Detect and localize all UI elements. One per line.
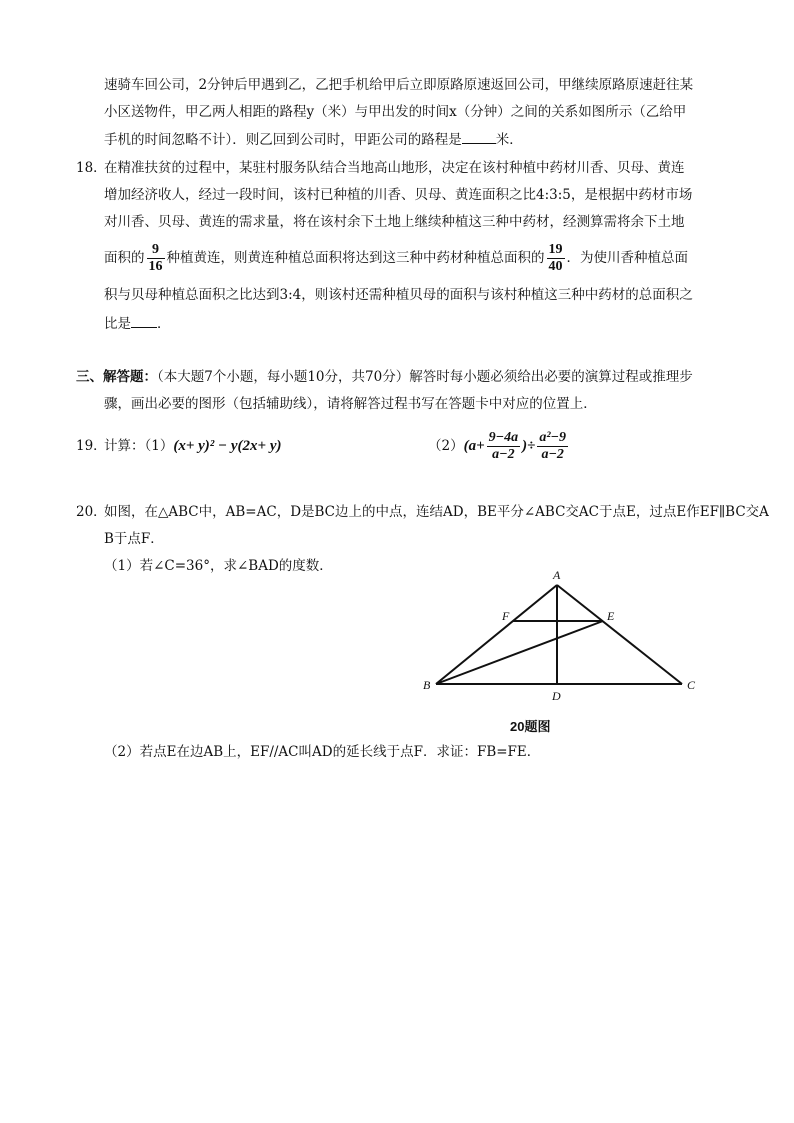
label-D: D [552,689,561,703]
fraction-9-16 [147,242,165,275]
p18-line6-end: ． [157,316,171,332]
p18-line6-text: 比是 [104,316,131,332]
triangle-figure [415,560,715,740]
answer-blank [131,313,157,328]
fraction-a2-9-over-a-2 [537,430,568,463]
segment-BE [436,621,603,684]
fraction-numerator: 19 [548,242,563,257]
p20-line2: B于点F． [104,531,164,547]
label-A: A [553,568,561,582]
answer-blank [462,129,496,144]
p20-line1: 如图，在△ABC中，AB=AC，D是BC边上的中点，连结AD，BE平分∠ABC交AC于点E，过点E作EF∥BC交A [104,504,769,520]
p19-part1 [104,436,281,456]
p17-line3 [104,129,523,150]
p17-line3-end: 米． [495,132,523,148]
p20-question-2: （2）若点E在边AB上，EF//AC叫AD的延长线于点F．求证：FB=FE． [104,744,541,760]
p17-line2: 小区送物件，甲乙两人相距的路程y（米）与甲出发的时间x（分钟）之间的关系如图所示（乙给甲 [104,104,687,120]
p18-line3: 对川香、贝母、黄连的需求量，将在该村余下土地上继续种植这三种中药材，经测算需将余下土地 [104,214,685,230]
fraction-denominator: 16 [148,259,163,274]
p20-number: 20． [76,504,107,520]
fraction-9-4a-over-a-2 [487,430,520,463]
label-F: F [502,609,510,623]
p18-line4-text-c: ．为使川香种植总面 [566,250,688,266]
label-C: C [687,678,696,692]
p18-line4-text-b: 种植黄连，则黄连种植总面积将达到这三种中药材种植总面积的 [166,250,545,266]
section3-header [76,367,693,387]
section3-line2: 骤，画出必要的图形（包括辅助线），请将解答过程书写在答题卡中对应的位置上． [104,396,597,412]
label-B: B [423,678,431,692]
p17-line3-text: 手机的时间忽略不计）．则乙回到公司时，甲距公司的路程是 [104,132,462,148]
fraction-numerator: a²−9 [539,430,567,445]
p18-number: 18． [76,160,107,176]
section3-title: 三、解答题： [76,369,157,385]
figure-caption: 20题图 [510,719,551,734]
p18-line5: 积与贝母种植总面积之比达到3:4，则该村还需种植贝母的面积与该村种植这三种中药材的总面积之 [104,287,693,303]
fraction-denominator: 40 [548,259,563,274]
fraction-numerator: 9 [147,242,165,259]
p19-label-2: （2） [428,438,464,454]
section3-intro: （本大题7个小题，每小题10分，共70分）解答时每小题必须给出必要的演算过程或推理步 [157,369,693,385]
p17-line1: 速骑车回公司，2分钟后甲遇到乙，乙把手机给甲后立即原路原速返回公司，甲继续原路原速赶往某 [104,77,694,93]
p19-expression-1: (x+ y)² − y(2x+ y) [173,438,282,454]
p18-line1: 在精准扶贫的过程中，某驻村服务队结合当地高山地形，决定在该村种植中药材川香、贝母、黄连 [104,160,685,176]
fraction-denominator: a−2 [541,447,564,462]
p18-line4-text-a: 面积的 [104,250,145,266]
p19-expr2-close: )÷ [522,438,536,454]
fraction-numerator: 9−4a [488,430,519,445]
p20-question-1: （1）若∠C=36°，求∠BAD的度数． [104,558,333,574]
p19-part2 [428,428,570,464]
p19-label: 计算：（1） [104,438,174,454]
p18-line2: 增加经济收人，经过一段时间，该村已种植的川香、贝母、黄连面积之比4:3:5，是根据中药材市场 [104,187,693,203]
p18-line4 [104,240,688,276]
segment-AB [436,585,557,684]
label-E: E [607,609,615,623]
fraction-19-40 [547,242,565,275]
fraction-denominator: a−2 [492,447,515,462]
p19-number: 19． [76,438,107,454]
segment-AC [557,585,682,684]
p18-line6 [104,313,171,334]
p19-expr2-open: (a+ [463,438,485,454]
